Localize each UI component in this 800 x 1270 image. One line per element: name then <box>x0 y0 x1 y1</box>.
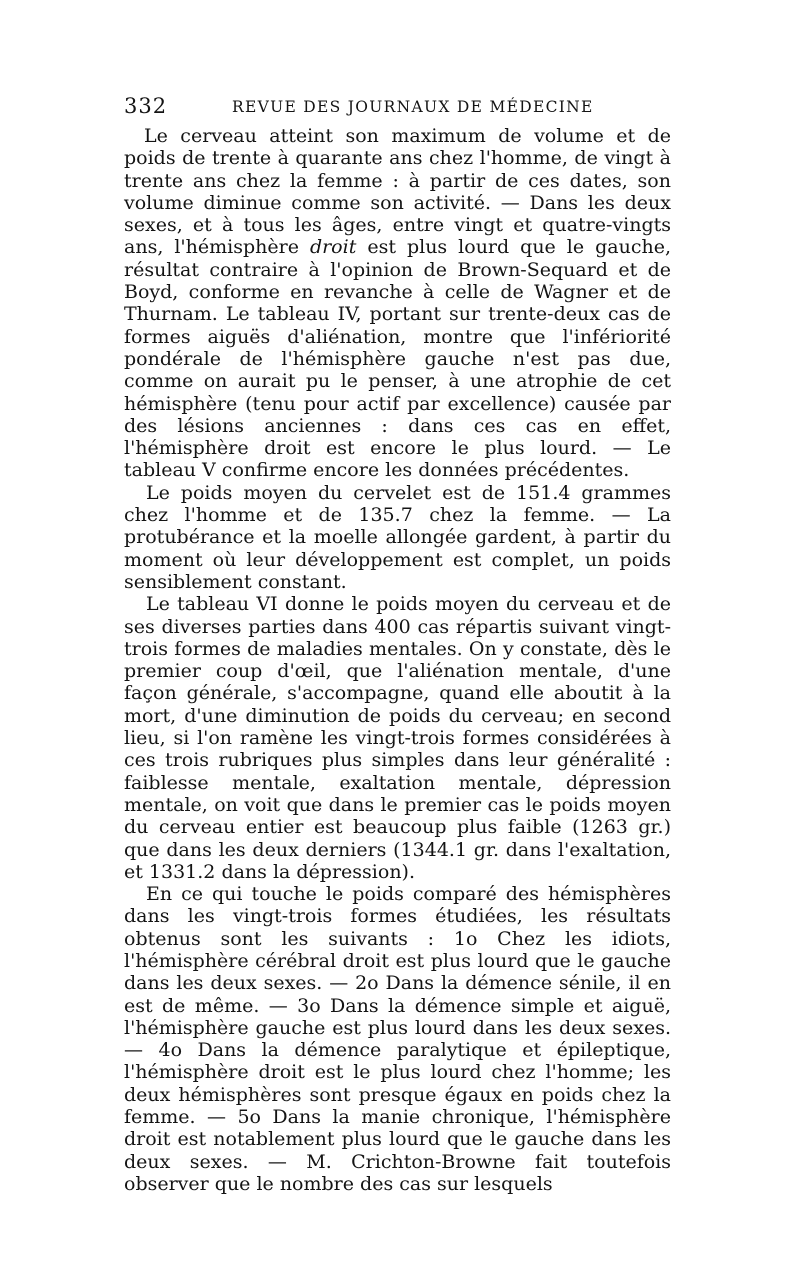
paragraph-brain-weight <box>124 125 671 482</box>
running-header <box>124 94 672 118</box>
page-number: 332 <box>124 94 168 118</box>
paragraph-text: Le cerveau atteint son maximum de volume et de poids de trente à quarante ans chez l'homme, de vingt à trente ans chez la femme : à partir de ces dates, son volume diminue comme son activité. — Dans les deux sexes, et à tous les âges, entre vingt et quatre-vingts ans, l'hémisphère <box>124 125 671 259</box>
running-title: REVUE DES JOURNAUX DE MÉDECINE <box>232 98 594 116</box>
paragraph-table-vi: Le tableau VI donne le poids moyen du cerveau et de ses diverses parties dans 400 cas répartis suivant vingt-trois formes de maladies mentales. On y constate, dès le premier coup d'œil, que l'aliénation mentale, d'une façon générale, s'accompagne, quand elle aboutit à la mort, d'une diminution de poids du cerveau; en second lieu, si l'on ramène les vingt-trois formes considérées à ces trois rubriques plus simples dans leur généralité : faiblesse mentale, exaltation mentale, dépression mentale, on voit que dans le premier cas le poids moyen du cerveau entier est beaucoup plus faible (1263 gr.) que dans les deux derniers (1344.1 gr. dans l'exaltation, et 1331.2 dans la dépression). <box>124 593 671 883</box>
paragraph-text: est plus lourd que le gauche, résultat contraire à l'opinion de Brown-Sequard et de Boyd, conforme en revanche à celle de Wagner et de Thurnam. Le tableau IV, portant sur trente-deux cas de formes aiguës d'aliénation, montre que l'infériorité pondérale de l'hémisphère gauche n'est pas due, comme on aurait pu le penser, à une atrophie de cet hémisphère (tenu pour actif par excellence) causée par des lésions anciennes : dans ces cas en effet, l'hémisphère droit est encore le plus lourd. — Le tableau V confirme encore les données précédentes. <box>124 236 671 482</box>
paragraph-hemispheres: En ce qui touche le poids comparé des hémisphères dans les vingt-trois formes étudiées, les résultats obtenus sont les suivants : 1o Chez les idiots, l'hémisphère cérébral droit est plus lourd que le gauche dans les deux sexes. — 2o Dans la démence sénile, il en est de même. — 3o Dans la démence simple et aiguë, l'hémisphère gauche est plus lourd dans les deux sexes. — 4o Dans la démence paralytique et épileptique, l'hémisphère droit est le plus lourd chez l'homme; les deux hémisphères sont presque égaux en poids chez la femme. — 5o Dans la manie chronique, l'hémisphère droit est notablement plus lourd que le gauche dans les deux sexes. — M. Crichton-Browne fait toutefois observer que le nombre des cas sur lesquels <box>124 883 671 1195</box>
emphasis-word: droit <box>309 236 357 259</box>
paragraph-cerebellum: Le poids moyen du cervelet est de 151.4 grammes chez l'homme et de 135.7 chez la femme. — La protubérance et la moelle allongée gardent, à partir du moment où leur développement est complet, un poids sensiblement constant. <box>124 481 671 593</box>
body-text <box>124 125 671 1195</box>
